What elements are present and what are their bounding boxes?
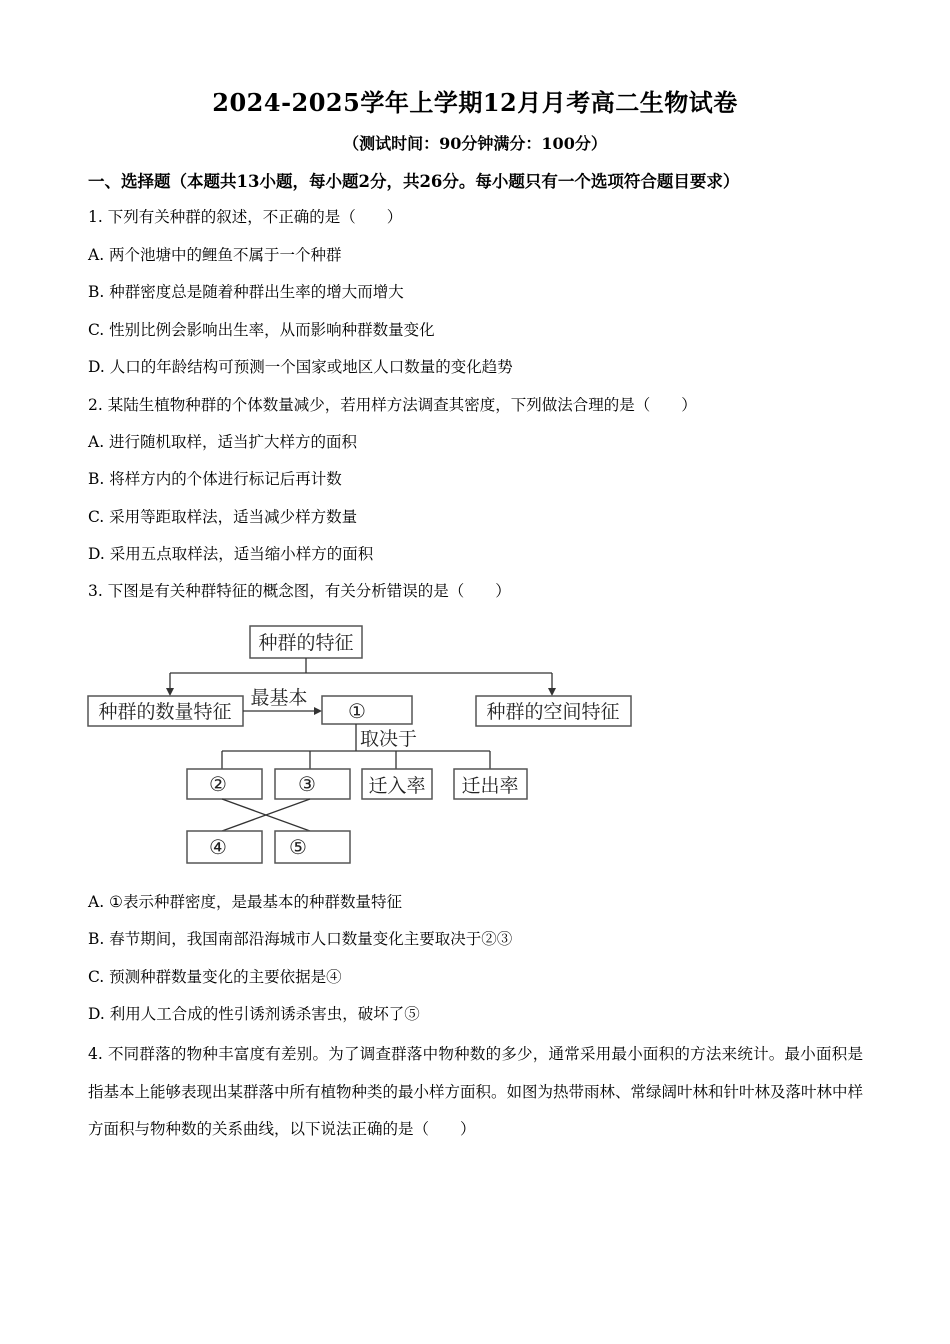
- arrowhead-icon: [166, 688, 174, 696]
- diagram-label-node-5: ⑤: [289, 835, 307, 859]
- diagram-label-emigration: 迁出率: [461, 775, 519, 797]
- diagram-label-node-4: ④: [209, 835, 227, 859]
- question-1-option-d: D. 人口的年龄结构可预测一个国家或地区人口数量的变化趋势: [88, 358, 513, 376]
- question-1-option-a: A. 两个池塘中的鲤鱼不属于一个种群: [88, 246, 342, 264]
- question-1-stem: 1. 下列有关种群的叙述，不正确的是（ ）: [88, 208, 403, 226]
- question-3-option-a: A. ①表示种群密度，是最基本的种群数量特征: [88, 893, 402, 911]
- question-2-stem: 2. 某陆生植物种群的个体数量减少，若用样方法调查其密度，下列做法合理的是（ ）: [88, 396, 697, 414]
- question-2-option-b: B. 将样方内的个体进行标记后再计数: [88, 470, 342, 488]
- diagram-label-most-basic: 最基本: [250, 687, 308, 709]
- question-3-option-c: C. 预测种群数量变化的主要依据是④: [88, 968, 342, 986]
- question-3-option-b: B. 春节期间，我国南部沿海城市人口数量变化主要取决于②③: [88, 930, 513, 948]
- question-2-option-d: D. 采用五点取样法，适当缩小样方的面积: [88, 545, 374, 563]
- diagram-label-depends: 取决于: [360, 728, 418, 750]
- question-3-stem: 3. 下图是有关种群特征的概念图，有关分析错误的是（ ）: [88, 582, 511, 600]
- question-1-option-c: C. 性别比例会影响出生率，从而影响种群数量变化: [88, 321, 435, 339]
- question-3-option-d: D. 利用人工合成的性引诱剂诱杀害虫，破坏了⑤: [88, 1005, 420, 1023]
- diagram-box-node-5: [275, 831, 350, 863]
- diagram-label-node-2: ②: [209, 772, 227, 796]
- diagram-label-spatial: 种群的空间特征: [486, 701, 620, 723]
- arrowhead-icon: [548, 688, 556, 696]
- exam-title: 2024-2025学年上学期12月月考高二生物试卷: [212, 88, 738, 117]
- diagram-label-quantity: 种群的数量特征: [98, 701, 232, 723]
- question-4-stem: 4. 不同群落的物种丰富度有差别。为了调查群落中物种数的多少，通常采用最小面积的方法来统计。最小面积是指基本上能够表现出某群落中所有植物种类的最小样方面积。如图为热带雨林、常绿阔叶林和针叶林及落叶林中样方面积与物种数的关系曲线，以下说法正确的是（ ）: [88, 1045, 864, 1138]
- question-2-option-c: C. 采用等距取样法，适当减少样方数量: [88, 508, 358, 526]
- exam-subtitle: （测试时间：90分钟满分：100分）: [343, 134, 607, 153]
- diagram-label-immigration: 迁入率: [368, 775, 426, 797]
- diagram-label-root: 种群的特征: [258, 632, 354, 654]
- diagram-label-node-1: ①: [348, 699, 366, 723]
- section-header: 一、选择题（本题共13小题，每小题2分，共26分。每小题只有一个选项符合题目要求）: [88, 172, 740, 191]
- question-2-option-a: A. 进行随机取样，适当扩大样方的面积: [88, 433, 358, 451]
- question-1-option-b: B. 种群密度总是随着种群出生率的增大而增大: [88, 283, 404, 301]
- arrowhead-icon: [314, 707, 322, 715]
- diagram-box-node-1: [322, 696, 412, 724]
- diagram-label-node-3: ③: [298, 772, 316, 796]
